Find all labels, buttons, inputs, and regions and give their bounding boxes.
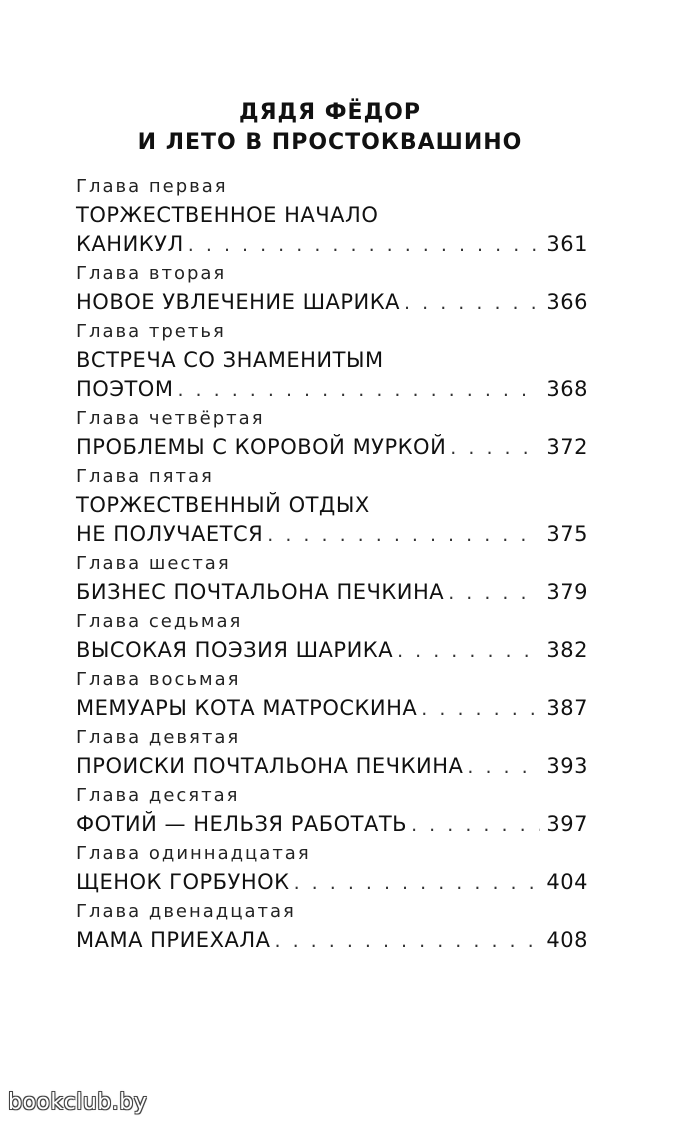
- dot-leader: [177, 376, 540, 405]
- chapter-title: ВЫСОКАЯ ПОЭЗИЯ ШАРИКА: [76, 638, 394, 662]
- chapter-title: НЕ ПОЛУЧАЕТСЯ: [76, 522, 264, 546]
- chapter-title-line-with-page: [76, 868, 588, 897]
- chapter-title-line: [76, 201, 588, 230]
- dot-leader: [448, 579, 540, 608]
- chapter-title: ВСТРЕЧА СО ЗНАМЕНИТЫМ: [76, 348, 384, 372]
- toc-entry: [76, 462, 588, 549]
- chapter-label: Глава шестая: [76, 553, 231, 574]
- page-number: 361: [546, 232, 588, 256]
- dot-leader: [467, 753, 540, 782]
- chapter-label: Глава четвёртая: [76, 408, 265, 429]
- chapter-label: Глава десятая: [76, 785, 240, 806]
- chapter-title: МАМА ПРИЕХАЛА: [76, 928, 271, 952]
- chapter-label: Глава двенадцатая: [76, 901, 296, 922]
- toc-entry: [76, 665, 588, 723]
- toc-entry: [76, 781, 588, 839]
- toc-entry: [76, 317, 588, 404]
- chapter-title-line-with-page: [76, 375, 588, 404]
- dot-leader: [411, 811, 540, 840]
- toc-entry: [76, 404, 588, 462]
- toc-entry: [76, 897, 588, 955]
- toc-entry: [76, 723, 588, 781]
- dot-leader: [397, 637, 540, 666]
- chapter-title: МЕМУАРЫ КОТА МАТРОСКИНА: [76, 696, 418, 720]
- page-number: 408: [546, 928, 588, 952]
- chapter-title-line: [76, 346, 588, 375]
- toc-entry: [76, 549, 588, 607]
- watermark: bookclub.by: [8, 1090, 148, 1115]
- table-of-contents: [76, 172, 588, 955]
- chapter-title: ПРОБЛЕМЫ С КОРОВОЙ МУРКОЙ: [76, 435, 447, 459]
- dot-leader: [267, 521, 540, 550]
- chapter-label: Глава третья: [76, 321, 226, 342]
- chapter-title-line-with-page: [76, 288, 588, 317]
- book-title-line-2: И ЛЕТО В ПРОСТОКВАШИНО: [137, 130, 523, 155]
- page-number: 397: [546, 812, 588, 836]
- chapter-label: Глава девятая: [76, 727, 241, 748]
- chapter-label: Глава первая: [76, 176, 228, 197]
- chapter-label: Глава восьмая: [76, 669, 241, 690]
- chapter-title-line-with-page: [76, 578, 588, 607]
- toc-entry: [76, 607, 588, 665]
- page-number: 375: [546, 522, 588, 546]
- chapter-title-line-with-page: [76, 926, 588, 955]
- chapter-label: Глава седьмая: [76, 611, 243, 632]
- chapter-title-line-with-page: [76, 230, 588, 259]
- book-title-line-1: ДЯДЯ ФЁДОР: [239, 100, 421, 125]
- chapter-title-line-with-page: [76, 520, 588, 549]
- chapter-title: ФОТИЙ — НЕЛЬЗЯ РАБОТАТЬ: [76, 812, 408, 836]
- dot-leader: [275, 927, 541, 956]
- chapter-title-line-with-page: [76, 694, 588, 723]
- chapter-title: НОВОЕ УВЛЕЧЕНИЕ ШАРИКА: [76, 290, 401, 314]
- dot-leader: [404, 289, 540, 318]
- page-number: 366: [546, 290, 588, 314]
- chapter-title: КАНИКУЛ: [76, 232, 184, 256]
- page-number: 379: [546, 580, 588, 604]
- page-number: 387: [546, 696, 588, 720]
- dot-leader: [450, 434, 540, 463]
- toc-entry: [76, 172, 588, 259]
- page-number: 368: [546, 377, 588, 401]
- dot-leader: [188, 231, 541, 260]
- chapter-label: Глава вторая: [76, 263, 227, 284]
- dot-leader: [294, 869, 541, 898]
- chapter-title-line-with-page: [76, 810, 588, 839]
- chapter-title: ПОЭТОМ: [76, 377, 174, 401]
- chapter-label: Глава одиннадцатая: [76, 843, 311, 864]
- chapter-title: ЩЕНОК ГОРБУНОК: [76, 870, 290, 894]
- chapter-title-line-with-page: [76, 636, 588, 665]
- chapter-title: ПРОИСКИ ПОЧТАЛЬОНА ПЕЧКИНА: [76, 754, 464, 778]
- chapter-title-line: [76, 491, 588, 520]
- toc-entry: [76, 839, 588, 897]
- toc-entry: [76, 259, 588, 317]
- chapter-title-line-with-page: [76, 433, 588, 462]
- chapter-title-line-with-page: [76, 752, 588, 781]
- page-number: 372: [546, 435, 588, 459]
- chapter-title: БИЗНЕС ПОЧТАЛЬОНА ПЕЧКИНА: [76, 580, 445, 604]
- page-number: 393: [546, 754, 588, 778]
- page-number: 382: [546, 638, 588, 662]
- dot-leader: [421, 695, 540, 724]
- chapter-label: Глава пятая: [76, 466, 214, 487]
- chapter-title: ТОРЖЕСТВЕННОЕ НАЧАЛО: [76, 203, 379, 227]
- page-number: 404: [546, 870, 588, 894]
- chapter-title: ТОРЖЕСТВЕННЫЙ ОТДЫХ: [76, 493, 370, 517]
